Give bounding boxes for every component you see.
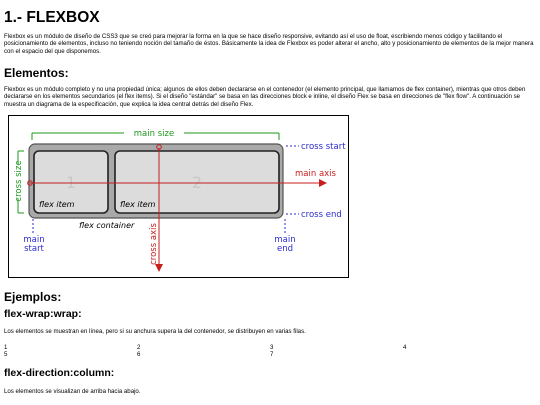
main-axis-label: main axis xyxy=(295,169,336,179)
cross-axis-label: cross axis xyxy=(149,223,159,265)
wrap-item: 4 xyxy=(403,344,407,351)
wrap-item: 5 xyxy=(4,351,8,358)
container-label: flex container xyxy=(79,221,135,230)
flex-wrap-text: Los elementos se muestran en línea, pero si su anchura supera la del contenedor, se distribuyen en varias filas. xyxy=(4,328,306,335)
page-title: 1.- FLEXBOX xyxy=(4,9,100,26)
wrap-item: 1 xyxy=(4,344,8,351)
wrap-item: 7 xyxy=(270,351,274,358)
item-1-number: 1 xyxy=(65,173,77,192)
flexbox-diagram-svg xyxy=(9,116,348,277)
elementos-heading: Elementos: xyxy=(4,66,69,80)
item-2-label: flex item xyxy=(120,200,156,209)
intro-paragraph: Flexbox es un módulo de diseño de CSS3 que se creó para mejorar la forma en la que se hace diseño responsive, evitando así el uso de float, escribiendo menos código y facilitando el posicionamiento de elementos, incluso no teniendo noción del tamaño de éstos. Básicamente la idea de Flexbox es poder alterar el ancho, alto y posicionamiento de elementos de la mejor manera con el espacio del que disponemos. xyxy=(4,33,534,55)
main-start-label-2: start xyxy=(24,244,44,254)
main-size-label: main size xyxy=(133,129,175,139)
cross-end-label: cross end xyxy=(301,210,342,220)
elementos-paragraph: Flexbox es un módulo completo y no una propiedad única; algunos de ellos deben declararse en el contenedor (el elemento principal, que llamamos de flex container), mientras que otros deben declararse en los elementos secundarios (el flex items). Si el diseño "estándar" se basa en las direcciones block e inline, el diseño Flex se basa en direcciones de "flex flow". A continuación se muestra un diagrama de la especificación, que explica la idea central detrás del diseño Flex. xyxy=(4,86,526,108)
flex-wrap-heading: flex-wrap:wrap: xyxy=(4,308,82,320)
cross-start-label: cross start xyxy=(301,142,346,152)
flex-direction-heading: flex-direction:column: xyxy=(4,367,115,379)
wrap-item: 3 xyxy=(270,344,274,351)
wrap-item: 2 xyxy=(137,344,141,351)
main-end-label-1: main xyxy=(274,235,296,245)
flexbox-diagram xyxy=(8,115,349,278)
wrap-item: 6 xyxy=(137,351,141,358)
main-start-label-1: main xyxy=(23,235,45,245)
item-1-label: flex item xyxy=(39,200,75,209)
cross-size-label: cross size xyxy=(14,160,24,202)
item-2-number: 2 xyxy=(191,173,203,192)
flex-direction-text: Los elementos se visualizan de arriba hacia abajo. xyxy=(4,388,141,395)
main-end-label-2: end xyxy=(276,244,294,254)
ejemplos-heading: Ejemplos: xyxy=(4,290,62,304)
